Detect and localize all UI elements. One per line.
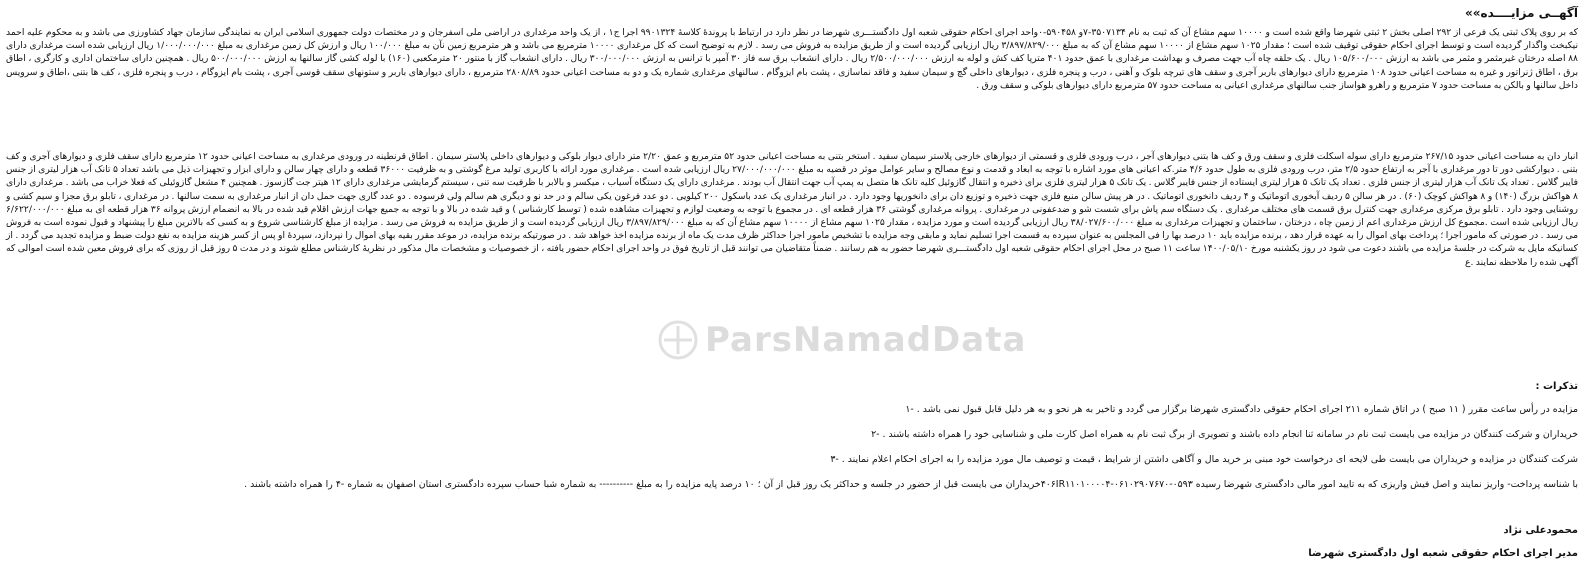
watermark-brand: ParsNamadData — [705, 320, 1027, 360]
notice-paragraph-2: انبار دان به مساحت اعیانی حدود ۲۶۷/۱۵ مترمربع دارای سوله اسکلت فلزی و سقف ورق و کف ها بتنی دیوارهای آجر ، درب ورودی فلزی و قسمتی از دیوارهای خارجی پلاستر سیمان سفید . استخر بتنی به مساحت اعیانی حدود ۵۲ مترمربع و عمق ۲/۲۰ متر دارای دیوار بلوکی و دیوارهای داخلی پلاستر سیمان . اطاق قرنطینه در ورودی مرغداری به مساحت اعیانی حدود ۱۲ مترمربع دارای سقف فلزی و دیوارهای آجری و کف بتنی . دیوارکشی دور تا دور مرغداری با آجر به ارتفاع حدود ۲/۵ متر، درب ورودی فلزی به طول حدود ۴/۶ متر.که اعیانی های مورد اشاره با توجه به ابعاد و قدمت و نوع مصالح و سایر عوامل موثر در قضیه به مبلغ ۲۷/۰۰۰/۰۰۰/۰۰۰ ریال ارزیابی شده است . مرغداری مورد ارائه با کاربری تولید مرغ گوشتی و به ظرفیت ۳۶۰۰۰ قطعه و دارای چهار سالن و دارای ابزار و تجهیزات ذیل می باشد تعداد ۵ تانک آب هزار لیتری از جنس فایبر گلاس . تعداد یک تانک آب هزار لیتری از جنس فلزی . تعداد یک تانک ۵ هزار لیتری ایستاده از جنس فایبر گلاس . یک تانک ۵ هزار لیتری فلزی برای ذخیره و انتقال گازوئیل کلیه تانک ها متصل به پمپ آب جهت انتقال آب بودند . مرغداری دارای یک دستگاه آسیاب ، میکسر و بالابر با ظرفیت سه تنی ، سیستم گرمایشی مرغداری دارای ۱۲ هیتر جت گازسوز . همچنین ۴ مشعل گازوئیلی که فعلا خراب می باشد . مرغداری دارای ۸ هواکش بزرگ (۱۴۰) و ۸ هواکش کوچک (۶۰) . در هر سالن ۵ ردیف آبخوری اتوماتیک و ۴ ردیف دانخوری اتوماتیک . در هر پیش سالن منبع فلزی جهت ذخیره و توزیع دان برای دانخوریها وجود دارد . در انبار مرغداری یک عدد باسکول ۲۰۰ کیلویی . دو عدد فرغون یکی سالم و در حد نو و دیگری هم سالم ولی فرسوده . دو عدد گاری جهت حمل دان از انبار مرغداری به سمت سالنها . در مرغداری ، تابلو برق مجزا و سیم کشی و روشنایی وجود دارد . تابلو برق مرکزی مرغداری جهت کنترل برق قسمت های مختلف مرغداری . یک دستگاه سم پاش برای شست شو و ضدعفونی در مرغداری . پروانه مرغداری گوشتی ۳۶ هزار قطعه ای . در مجموع با توجه به وضعیت لوازم و تجهیزات مشاهده شده ( توسط کارشناس ) و قید شده در بالا و با توجه به جمیع جهات ارزش اقلام قید شده در بالا به انضمام ارزش پروانه ۳۶ هزار قطعه ای به مبلغ ۶/۶۲۲/۰۰۰/۰۰۰ ریال ارزیابی شده است .مجموع کل ارزش مرغداری اعم از زمین چاه ، درختان ، ساختمان و تجهیزات مرغداری به مبلغ ۳۸/۰۲۷/۶۰۰/۰۰۰ ریال ارزیابی گردیده است و مورد مزایده ، مقدار ۱۰۲۵ سهم مشاع از ۱۰۰۰۰ سهم مشاع آن که به مبلغ ۳/۸۹۷/۸۲۹/۰۰۰ ریال ارزیابی گردیده است و از طریق مزایده به فروش می رسد . مزایده از مبلغ کارشناسی شروع و به کسی که بالاترین مبلغ را پیشنهاد و قبول نموده است به فروش می رسد . در صورتی که مامور اجرا ؛ پرداخت بهای اموال را به عهده قرار دهد ، برنده مزایده باید ۱۰ درصد بها را فی المجلس به عنوان سپرده به قسمت اجرا تسلیم نماید و مابقی وجه مزایده با تشخیص مامور اجرا حداکثر ظرف مدت یک ماه از برنده مزایده اخذ خواهد شد . در صورتیکه برنده مزایده، در موعد مقرر بقیه بهای اموال را نپردازد، سپردهٔ او پس از کسر هزینه مزایده به نفع دولت ضبط و مزایده تجدید می گردد . از کسانیکه مایل به شرکت در جلسهٔ مزایده می باشند دعوت می شود در روز یکشنبه مورخ ۱۴۰۰/۰۵/۱۰ ساعت ۱۱ صبح در محل اجرای احکام حقوقی شعبه اول دادگستـــری شهرضا حضور به هم رسانند . ضمناً متقاضیان می توانند قبل از تاریخ فوق در واحد اجرای احکام حضور یافته ، از خصوصیات و مشخصات مال مذکور در نظریهٔ کارشناس مطلع شوند و در مدت ۵ روز قبل از روزی که برای فروش معین شده است اموالی که آگهی شده را ملاحظه نمایند .ع — [6, 151, 1578, 268]
note-item: با شناسه پرداخت- واریز نمایند و اصل فیش واریزی که به تایید امور مالی دادگستری شهرضا رسیده ۰۵۹۳-۰۶۱۰۲۹۰۷۶۷۰-۴۰۶IR۱۱۰۱۰۰۰۰۴خریداران می بایست قبل از حضور در جلسه و حداکثر یک روز قبل از آن ؛ ۱۰ درصد پایه مزایده را به مبلغ ---------- به شماره شبا حساب سپرده دادگستری استان اصفهان به شماره -۴ را همراه داشته باشند . — [244, 479, 1578, 490]
auction-notice — [6, 4, 1578, 570]
note-item: خریداران و شرکت کنندگان در مزایده می بایست ثبت نام در سامانه ثنا انجام داده باشند و تصویری از برگ ثبت نام به همراه اصل کارت ملی و شناسایی خود را همراه داشته باشند . -۲ — [871, 429, 1578, 440]
note-item: شرکت کنندگان در مزایده و خریداران می بایست طی لایحه ای درخواست خود مبنی بر خرید مال و آگاهی داشتن از شرایط ، قیمت و توصیف مال مورد مزایده را به اجرای احکام اعلام نمایند . -۳ — [830, 454, 1578, 465]
signatory-office: مدیر اجرای احکام حقوقی شعبه اول دادگستری شهرضا — [1308, 548, 1578, 559]
note-item: مزایده در رأس ساعت مقرر ( ۱۱ صبح ) در اتاق شماره ۲۱۱ اجرای احکام حقوقی دادگستری شهرضا برگزار می گردد و تاخیر به هر نحو و به هر دلیل قابل قبول نمی باشد . -۱ — [905, 404, 1578, 415]
signatory-name: محمودعلی نژاد — [1503, 525, 1578, 536]
notice-title: آگهــی مزایــــده»» — [1465, 6, 1578, 20]
notes-heading: تذکرات : — [1535, 381, 1578, 392]
notice-paragraph-1: که بر روی پلاک ثبتی یک فرعی از ۲۹۲ اصلی بخش ۲ ثبتی شهرضا واقع شده است و ۱۰۰۰۰ سهم مشاع آن که ثبت به نام ۳۵۰۷۱۳۴-۷و ۵۹۰۴۵۸-۰واحد اجرای احکام حقوقی شعبه اول دادگستـــری شهرضا در نظر دارد در ارتباط با پروندهٔ کلاسهٔ ۹۹۰۱۳۲۴ اجرا ج۱ ، از یک واحد مرغداری در اراضی ملی اسفرجان و در مختصات دولت جمهوری اسلامی ایران به نمایندگی سازمان جهاد کشاورزی می باشد و به محکوم علیه احمد نیکبخت واگذار گردیده است و توسط اجرای احکام حقوقی توقیف شده است ؛ مقدار ۱۰۲۵ سهم مشاع از ۱۰۰۰۰ سهم مشاع آن که به مبلغ ۳/۸۹۷/۸۲۹/۰۰۰ ریال ارزیابی گردیده است و از طریق مزایده به فروش می رسد . لازم به توضیح است که کل مرغداری ۱۰۰۰۰ مترمربع می باشد و هر مترمربع زمین نآن به مبلغ ۱۰۰/۰۰۰ ریال و ارزش کل زمین مرغداری به مبلغ ۱/۰۰۰/۰۰۰/۰۰۰ ریال ارزیابی شده است مرغداری دارای ۸۸ اصله درختان غیرمثمر و مثمر می باشد به ارزش ۱۰۵/۶۰۰/۰۰۰ ریال . یک حلقه چاه آب جهت مصرف و بهداشت مرغداری با عمق حدود ۴۰۱ مترپا کف کش و لوله به ارزش ۲/۵۰۰/۰۰۰/۰۰۰ ریال . دارای انشعاب برق سه فاز ۳۰ آمپر با ترانس به ارزش ۳۰۰/۰۰۰/۰۰۰ ریال . دارای انشعاب گاز با منتور ۲۰ مترمکعبی (۱۶۰) با لوله کشی گاز سالنها به ارزش ۵۰۰/۰۰۰/۰۰۰ ریال . همچنین دارای ساختمان اداری و کارگری ، اطاق برق ، اطاق ژنراتور و غیره به مساحت اعیانی حدود ۱۰۸ مترمربع دارای دیوارهای باربر آجری و سقف های تیرچه بلوک و آهنی ، درب و پنجره فلزی ، دیوارهای داخلی گچ و سیمان سفید و فاقد نماسازی ، پشت بام ایزوگام . سالنهای مرغداری شماره یک و دو به مساحت اعیانی حدود ۲۸۰۸/۸۹ مترمربع ، دارای دیوارهای باربر و ستونهای سقف قوسی آجری ، پشت بام ایزوگام ، درب و پنجره فلزی ، کف ها بتنی ،اطاق و سرویس داخل سالنها و بالکن به مساحت حدود ۷ مترمربع و راهرو هواساز جنب سالنهای مرغداری اعیانی به مساحت حدود ۵۷ مترمربع دارای دیوارهای بلوکی و سقف ورق . — [6, 27, 1579, 91]
